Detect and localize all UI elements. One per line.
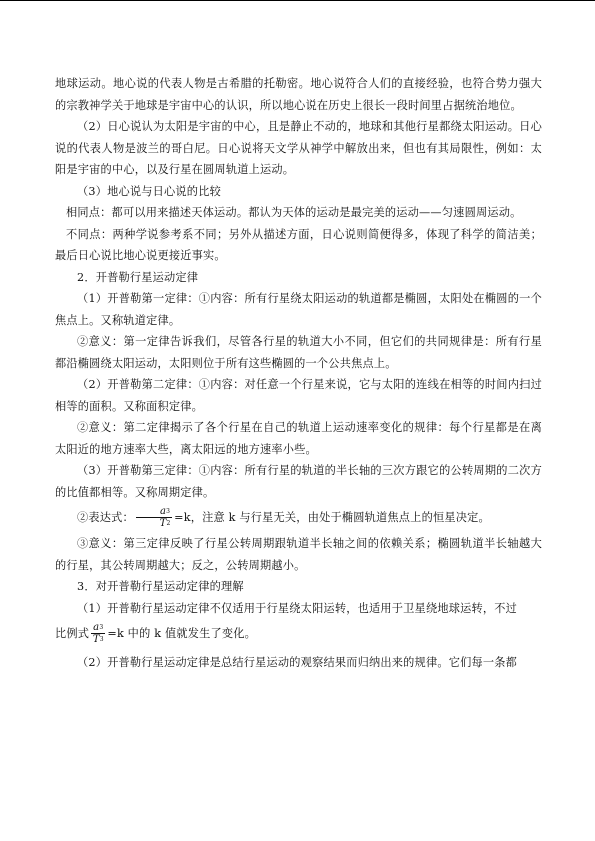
paragraph: （1）开普勒第一定律：①内容：所有行星绕太阳运动的轨道都是椭圆，太阳处在椭圆的一个焦点上。又称轨道定律。 <box>55 292 542 327</box>
paragraph: ③意义：第三定律反映了行星公转周期跟轨道半长轴之间的依赖关系；椭圆轨道半长轴越大的行星，其公转周期越大；反之，公转周期越小。 <box>55 537 542 572</box>
ratio-paragraph <box>55 619 542 649</box>
paragraph: ②意义：第二定律揭示了各个行星在自己的轨道上运动速率变化的规律：每个行星都是在离太阳近的地方速率大些，离太阳远的地方速率小些。 <box>55 421 542 456</box>
paragraph: （3）开普勒第三定律：①内容：所有行星的轨道的半长轴的三次方跟它的公转周期的二次方的比值都相等。又称周期定律。 <box>55 464 542 499</box>
formula-prefix: ②表达式： <box>77 511 134 524</box>
fraction-denominator: T <box>159 517 167 529</box>
fraction2-denominator: T <box>92 633 100 645</box>
ratio-prefix: 比例式 <box>55 627 90 640</box>
page-top-rule <box>0 0 595 1</box>
document-body <box>55 73 542 674</box>
fraction2-denominator-exponent: 3 <box>99 635 104 643</box>
fraction-numerator: a <box>159 505 167 517</box>
formula-suffix: =k，注意 k 与行星无关，由处于椭圆轨道焦点上的恒星决定。 <box>174 511 490 524</box>
paragraph: （3）地心说与日心说的比较 <box>77 184 221 198</box>
paragraph: （2）开普勒第二定律：①内容：对任意一个行星来说，它与太阳的连线在相等的时间内扫过相等的面积。又称面积定律。 <box>55 378 542 413</box>
fraction2-numerator: a <box>93 621 100 633</box>
paragraph: （1）开普勒行星运动定律不仅适用于行星绕太阳运转，也适用于卫星绕地球运转，不过 <box>77 601 518 615</box>
paragraph: （2）日心说认为太阳是宇宙的中心，且是静止不动的，地球和其他行星都绕太阳运动。日心说的代表人物是波兰的哥白尼。日心说将天文学从神学中解放出来，但也有其局限性，例如：太阳是宇宙的中心，以及行星在圆周轨道上运动。 <box>55 120 542 176</box>
paragraph: ②意义：第一定律告诉我们，尽管各行星的轨道大小不同，但它们的共同规律是：所有行星都沿椭圆绕太阳运动，太阳则位于所有这些椭圆的一个公共焦点上。 <box>55 335 542 370</box>
paragraph-group-2 <box>55 533 542 619</box>
fraction-a3-over-t3 <box>91 622 105 645</box>
paragraph: 不同点：两种学说参考系不同；另外从描述方面，日心说则简便得多，体现了科学的简洁美；最后日心说比地心说更接近事实。 <box>55 227 542 262</box>
paragraph: 相同点：都可以用来描述天体运动。都认为天体的运动是最完美的运动——匀速圆周运动。 <box>66 206 522 219</box>
last-paragraph: （2）开普勒行星运动定律是总结行星运动的观察结果而归纳出来的规律。它们每一条都 <box>77 656 518 669</box>
paragraph-group-1 <box>55 73 542 503</box>
paragraph: 地球运动。地心说的代表人物是古希腊的托勒密。地心说符合人们的直接经验，也符合势力强大的宗教神学关于地球是宇宙中心的认识，所以地心说在历史上很长一段时间里占据统治地位。 <box>55 77 542 112</box>
fraction-a3-over-t2 <box>136 506 172 529</box>
paragraph: 2．开普勒行星运动定律 <box>77 270 199 284</box>
denominator-exponent: 2 <box>166 519 171 527</box>
ratio-suffix: =k 中的 k 值就发生了变化。 <box>107 627 257 640</box>
paragraph: 3．对开普勒行星运动定律的理解 <box>77 580 244 593</box>
numerator-exponent: 3 <box>166 507 171 515</box>
fraction2-numerator-exponent: 3 <box>99 623 104 631</box>
formula-paragraph <box>55 503 542 533</box>
